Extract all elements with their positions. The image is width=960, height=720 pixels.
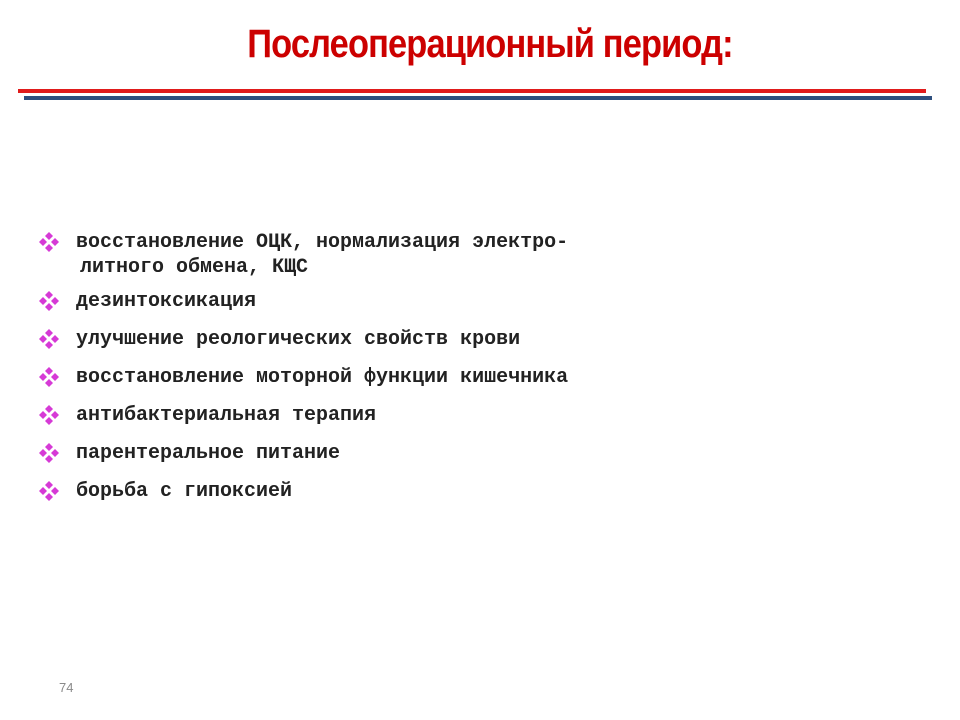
list-item-text-continued: литного обмена, КЩС bbox=[80, 256, 309, 279]
four-diamond-bullet-icon bbox=[38, 366, 60, 388]
bullet-list bbox=[38, 230, 738, 517]
list-item-text: восстановление моторной функции кишечника bbox=[76, 366, 569, 389]
list-item bbox=[38, 365, 738, 390]
list-item bbox=[38, 479, 738, 504]
four-diamond-bullet-icon bbox=[38, 404, 60, 426]
page-number: 74 bbox=[59, 680, 74, 695]
title-divider-red bbox=[18, 89, 926, 93]
four-diamond-bullet-icon bbox=[38, 480, 60, 502]
list-item-text: улучшение реологических свойств крови bbox=[76, 328, 521, 351]
title-divider-blue bbox=[24, 96, 932, 100]
list-item-text: восстановление ОЦК, нормализация электро- bbox=[76, 231, 569, 254]
slide-title: Послеоперационный период: bbox=[247, 22, 733, 66]
list-item-text: антибактериальная терапия bbox=[76, 404, 377, 427]
list-item bbox=[38, 289, 738, 314]
list-item-text: парентеральное питание bbox=[76, 442, 341, 465]
four-diamond-bullet-icon bbox=[38, 328, 60, 350]
list-item-text: борьба с гипоксией bbox=[76, 480, 293, 503]
four-diamond-bullet-icon bbox=[38, 442, 60, 464]
four-diamond-bullet-icon bbox=[38, 290, 60, 312]
list-item-text: дезинтоксикация bbox=[76, 290, 257, 313]
four-diamond-bullet-icon bbox=[38, 231, 60, 253]
list-item bbox=[38, 230, 738, 280]
list-item bbox=[38, 327, 738, 352]
list-item bbox=[38, 403, 738, 428]
list-item bbox=[38, 441, 738, 466]
